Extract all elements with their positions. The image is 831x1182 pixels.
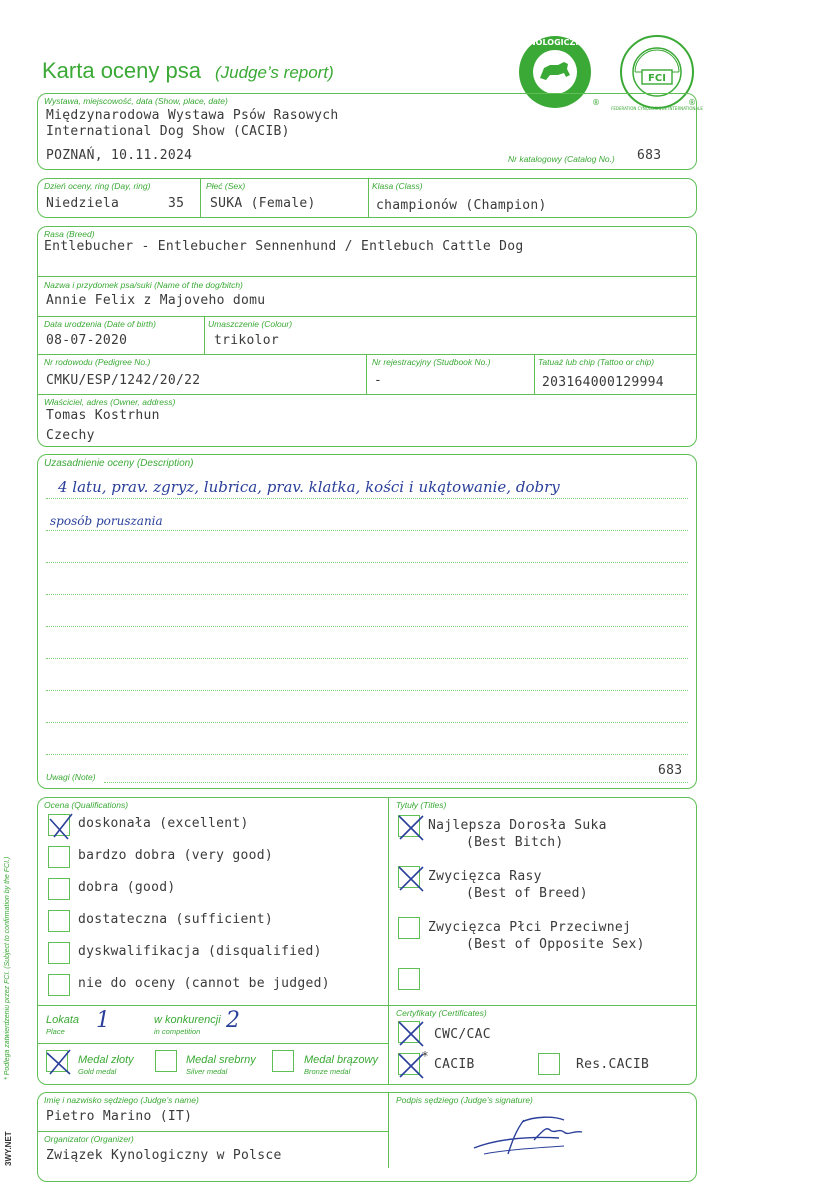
judge-name-label: Imię i nazwisko sędziego (Judge’s name) <box>44 1095 199 1105</box>
description-line-2: sposób poruszania <box>50 514 163 528</box>
note-number: 683 <box>658 763 683 778</box>
show-name-en: International Dog Show (CACIB) <box>46 124 290 139</box>
cacib-label: CACIB <box>434 1057 475 1072</box>
description-section <box>37 454 697 789</box>
check-x-icon <box>396 863 426 893</box>
class-label: Klasa (Class) <box>372 181 423 191</box>
catalog-label: Nr katalogowy (Catalog No.) <box>508 154 615 164</box>
title-label-en: (Best of Breed) <box>466 886 588 901</box>
competition-label-en: in competition <box>154 1027 201 1036</box>
chip-value: 203164000129994 <box>542 375 664 390</box>
breed-label: Rasa (Breed) <box>44 229 95 239</box>
silver-medal-checkbox[interactable] <box>155 1050 177 1072</box>
res-cacib-label: Res.CACIB <box>576 1057 650 1072</box>
place-label: Lokata <box>46 1014 80 1026</box>
day-ring-label: Dzień oceny, ring (Day, ring) <box>44 181 151 191</box>
registered-mark: ® <box>688 98 696 107</box>
owner-name: Tomas Kostrhun <box>46 408 160 423</box>
page-title <box>42 58 334 84</box>
competition-value: 2 <box>226 1008 240 1033</box>
titles-label: Tytuły (Titles) <box>396 800 447 810</box>
dog-name: Annie Felix z Majoveho domu <box>46 293 266 308</box>
qualification-label: dobra (good) <box>78 880 176 895</box>
silver-medal-label: Medal srebrny <box>186 1054 256 1066</box>
footnote: * Podlega zatwierdzeniu przez FCI. (Subject to confirmation by the FCI.) <box>4 856 11 1080</box>
qualification-checkbox[interactable] <box>48 846 70 868</box>
judge-signature <box>464 1110 594 1160</box>
fci-ring-text: FEDERATION CYNOLOGIQUE INTERNATIONALE <box>611 106 703 111</box>
dob-value: 08-07-2020 <box>46 333 128 348</box>
qualification-checkbox[interactable] <box>48 974 70 996</box>
gold-medal-label: Medal złoty <box>78 1054 134 1066</box>
gold-medal-checkbox[interactable] <box>46 1050 68 1072</box>
qualification-label: bardzo dobra (very good) <box>78 848 274 863</box>
cwc-label: CWC/CAC <box>434 1027 491 1042</box>
title-pl: Karta oceny psa <box>42 58 201 83</box>
qualification-checkbox[interactable] <box>48 814 70 836</box>
title-label-en: (Best Bitch) <box>466 835 564 850</box>
competition-label: w konkurencji <box>154 1014 221 1026</box>
qualification-label: dyskwalifikacja (disqualified) <box>78 944 322 959</box>
description-label: Uzasadnienie oceny (Description) <box>44 458 194 469</box>
bronze-medal-checkbox[interactable] <box>272 1050 294 1072</box>
certificates-label: Certyfikaty (Certificates) <box>396 1008 487 1018</box>
show-label: Wystawa, miejscowość, data (Show, place, date) <box>44 96 228 106</box>
qualification-checkbox[interactable] <box>48 910 70 932</box>
breed-value: Entlebucher - Entlebucher Sennenhund / Entlebuch Cattle Dog <box>44 239 524 254</box>
organizer-label: Organizator (Organizer) <box>44 1134 134 1144</box>
signature-label: Podpis sędziego (Judge’s signature) <box>396 1095 533 1105</box>
title-label: Zwycięzca Płci Przeciwnej <box>428 920 632 935</box>
judge-section <box>37 1092 697 1182</box>
printer-mark: 3WY.NET <box>4 1131 13 1166</box>
title-en: (Judge’s report) <box>214 63 334 82</box>
title-checkbox[interactable] <box>398 815 420 837</box>
pedigree-value: CMKU/ESP/1242/20/22 <box>46 373 201 388</box>
cwc-checkbox[interactable] <box>398 1021 420 1043</box>
chip-label: Tatuaż lub chip (Tattoo or chip) <box>538 357 655 367</box>
dog-name-label: Nazwa i przydomek psa/suki (Name of the dog/bitch) <box>44 280 243 290</box>
note-label: Uwagi (Note) <box>46 772 96 782</box>
qualification-label: doskonała (excellent) <box>78 816 249 831</box>
show-name: Międzynarodowa Wystawa Psów Rasowych <box>46 108 339 123</box>
gold-medal-label-en: Gold medal <box>78 1067 117 1076</box>
bronze-medal-label: Medal brązowy <box>304 1054 378 1066</box>
qualification-label: nie do oceny (cannot be judged) <box>78 976 330 991</box>
qualification-checkbox[interactable] <box>48 878 70 900</box>
dob-label: Data urodzenia (Date of birth) <box>44 319 156 329</box>
owner-country: Czechy <box>46 428 95 443</box>
description-line-1: 4 latu, prav. zgryz, lubrica, prav. klatka, kości i ukątowanie, dobry <box>58 478 560 496</box>
colour-label: Umaszczenie (Colour) <box>208 319 293 329</box>
qualification-checkbox[interactable] <box>48 942 70 964</box>
organizer-value: Związek Kynologiczny w Polsce <box>46 1148 282 1163</box>
qualifications-label: Ocena (Qualifications) <box>44 800 129 810</box>
day-value: Niedziela <box>46 196 120 211</box>
bronze-medal-label-en: Bronze medal <box>304 1067 351 1076</box>
silver-medal-label-en: Silver medal <box>186 1067 228 1076</box>
studbook-value: - <box>374 373 383 388</box>
place-value: 1 <box>96 1008 110 1033</box>
qualification-label: dostateczna (sufficient) <box>78 912 274 927</box>
res-cacib-checkbox[interactable] <box>538 1053 560 1075</box>
fci-logo-text: FCI <box>648 73 666 84</box>
title-checkbox[interactable] <box>398 968 420 990</box>
check-x-icon <box>396 812 426 842</box>
zkwp-logo-text: ZWIĄZEK KYNOLOGICZNY W POLSCE <box>472 38 638 47</box>
catalog-number: 683 <box>637 148 662 163</box>
cacib-asterisk: * <box>422 1049 428 1063</box>
colour-value: trikolor <box>214 333 280 348</box>
place-label-en: Place <box>46 1027 65 1036</box>
judge-name: Pietro Marino (IT) <box>46 1109 193 1124</box>
title-label: Zwycięzca Rasy <box>428 869 542 884</box>
pedigree-label: Nr rodowodu (Pedigree No.) <box>44 357 151 367</box>
title-label: Najlepsza Dorosła Suka <box>428 818 607 833</box>
owner-label: Właściciel, adres (Owner, address) <box>44 397 176 407</box>
title-label-en: (Best of Opposite Sex) <box>466 937 645 952</box>
title-checkbox[interactable] <box>398 917 420 939</box>
title-checkbox[interactable] <box>398 866 420 888</box>
ring-value: 35 <box>168 196 185 211</box>
check-x-icon <box>44 1047 74 1077</box>
registered-mark: ® <box>592 98 600 107</box>
check-x-icon <box>396 1018 426 1048</box>
studbook-label: Nr rejestracyjny (Studbook No.) <box>372 357 491 367</box>
show-place-date: POZNAŃ, 10.11.2024 <box>46 148 193 163</box>
cacib-checkbox[interactable] <box>398 1053 420 1075</box>
check-x-icon <box>46 811 76 841</box>
sex-label: Płeć (Sex) <box>206 181 246 191</box>
sex-value: SUKA (Female) <box>210 196 316 211</box>
class-value: championów (Champion) <box>376 198 547 213</box>
